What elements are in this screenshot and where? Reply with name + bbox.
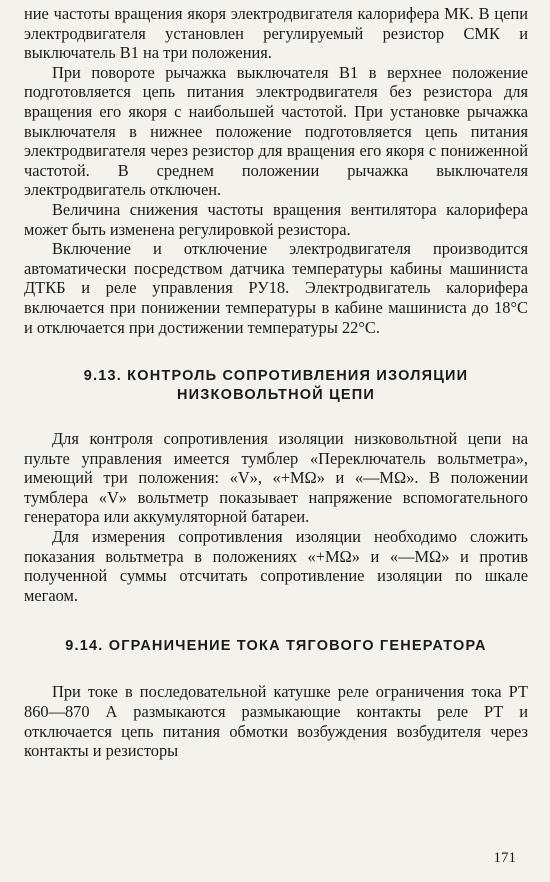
paragraph: Для измерения сопротивления изоляции необходимо сложить показания вольтметра в положениях «+MΩ» и «—MΩ» и против полученной суммы отсчитать сопротивление изоляции по шкале мегаом.: [24, 527, 528, 605]
paragraph: ние частоты вращения якоря электродвигателя калорифера МК. В цепи электродвигателя установлен регулируемый резистор СМК и выключатель В1 на три положения.: [24, 4, 528, 63]
heading-line: 9.13. КОНТРОЛЬ СОПРОТИВЛЕНИЯ ИЗОЛЯЦИИ: [83, 368, 469, 385]
paragraph: При повороте рычажка выключателя В1 в верхнее положение подготовляется цепь питания электродвигателя без резистора для вращения его якоря с наибольшей частотой. При установке рычажка выключателя в нижнее положение подготовляется цепь питания электродвигателя через резистор для вращения его якоря с пониженной частотой. В среднем положении рычажка выключателя электродвигатель отключен.: [24, 62, 528, 200]
section-heading-9-13: [24, 367, 528, 405]
paragraph: Величина снижения частоты вращения вентилятора калорифера может быть изменена регулировкой резистора.: [24, 199, 528, 239]
paragraph: Для контроля сопротивления изоляции низковольтной цепи на пульте управления имеется тумблер «Переключатель вольтметра», имеющий три положения: «V», «+MΩ» и «—MΩ». В положении тумблера «V» вольтметр показывает напряжение вспомогательного генератора или аккумуляторной батареи.: [24, 429, 528, 527]
page-number: 171: [493, 850, 516, 866]
section-heading-9-14: 9.14. ОГРАНИЧЕНИЕ ТОКА ТЯГОВОГО ГЕНЕРАТОРА: [65, 638, 487, 655]
paragraph: При токе в последовательной катушке реле ограничения тока РТ 860—870 А размыкаются размыкающие контакты реле РТ и отключается цепь питания обмотки возбуждения возбудителя через контакты и резисторы: [24, 682, 528, 761]
paragraph: Включение и отключение электродвигателя производится автоматически посредством датчика температуры кабины машиниста ДТКБ и реле управления РУ18. Электродвигатель калорифера включается при понижении температуры в кабине машиниста до 18°С и отключается при достижении температуры 22°С.: [24, 239, 528, 337]
heading-line: НИЗКОВОЛЬТНОЙ ЦЕПИ: [176, 387, 376, 404]
